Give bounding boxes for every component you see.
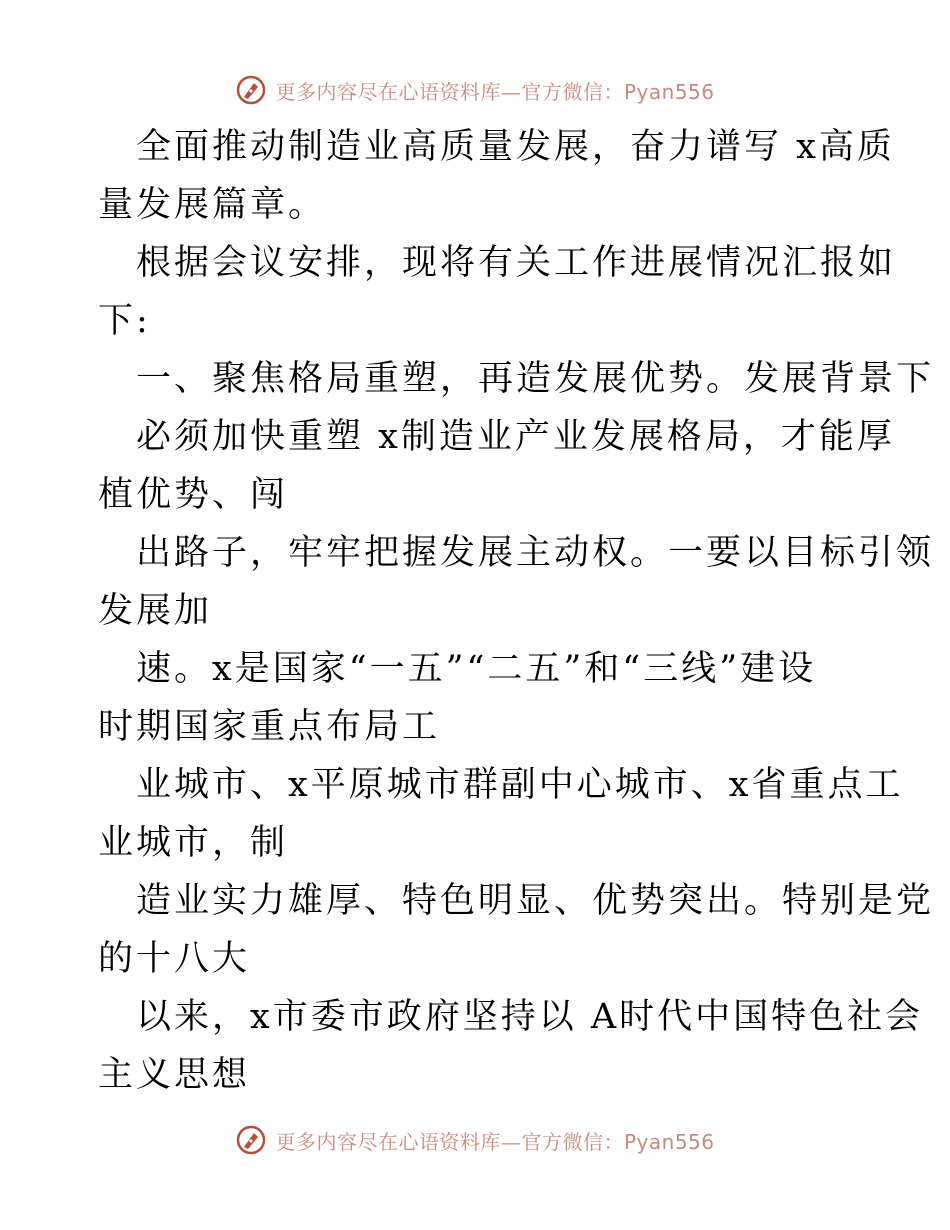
text-line: 的十八大 xyxy=(98,939,251,979)
pen-nib-logo-icon xyxy=(235,74,267,106)
text-line: 以来，x市委市政府坚持以 A时代中国特色社会 xyxy=(136,997,924,1037)
text-line: 造业实力雄厚、特色明显、优势突出。特别是党 xyxy=(136,881,935,921)
document-body xyxy=(98,118,935,1104)
pen-nib-logo-icon xyxy=(235,1124,267,1156)
text-line: 业城市、x平原城市群副中心城市、x省重点工 xyxy=(136,765,904,805)
text-line: 植优势、闯 xyxy=(98,475,289,515)
watermark-text: 更多内容尽在心语资料库—官方微信：Pyan556 xyxy=(275,1129,715,1154)
text-line: 发展加 xyxy=(98,591,213,631)
text-line: 根据会议安排，现将有关工作进展情况汇报如 xyxy=(136,243,897,283)
text-line: 量发展篇章。 xyxy=(98,185,327,225)
text-line: 下: xyxy=(98,301,151,341)
text-line: 业城市，制 xyxy=(98,823,289,863)
text-line: 出路子，牢牢把握发展主动权。一要以目标引领 xyxy=(136,533,935,573)
text-line: 时期国家重点布局工 xyxy=(98,707,441,747)
header-watermark xyxy=(0,70,950,110)
footer-watermark xyxy=(0,1120,950,1160)
text-line: 全面推动制造业高质量发展，奋力谱写 x高质 xyxy=(136,127,895,167)
watermark-text: 更多内容尽在心语资料库—官方微信：Pyan556 xyxy=(275,79,715,104)
text-line: 速。x是国家“一五”“二五”和“三线”建设 xyxy=(136,649,817,689)
text-line: 必须加快重塑 x制造业产业发展格局，才能厚 xyxy=(136,417,895,457)
text-line: 主义思想 xyxy=(98,1055,251,1095)
text-line: 一、聚焦格局重塑，再造发展优势。发展背景下 xyxy=(136,359,935,399)
